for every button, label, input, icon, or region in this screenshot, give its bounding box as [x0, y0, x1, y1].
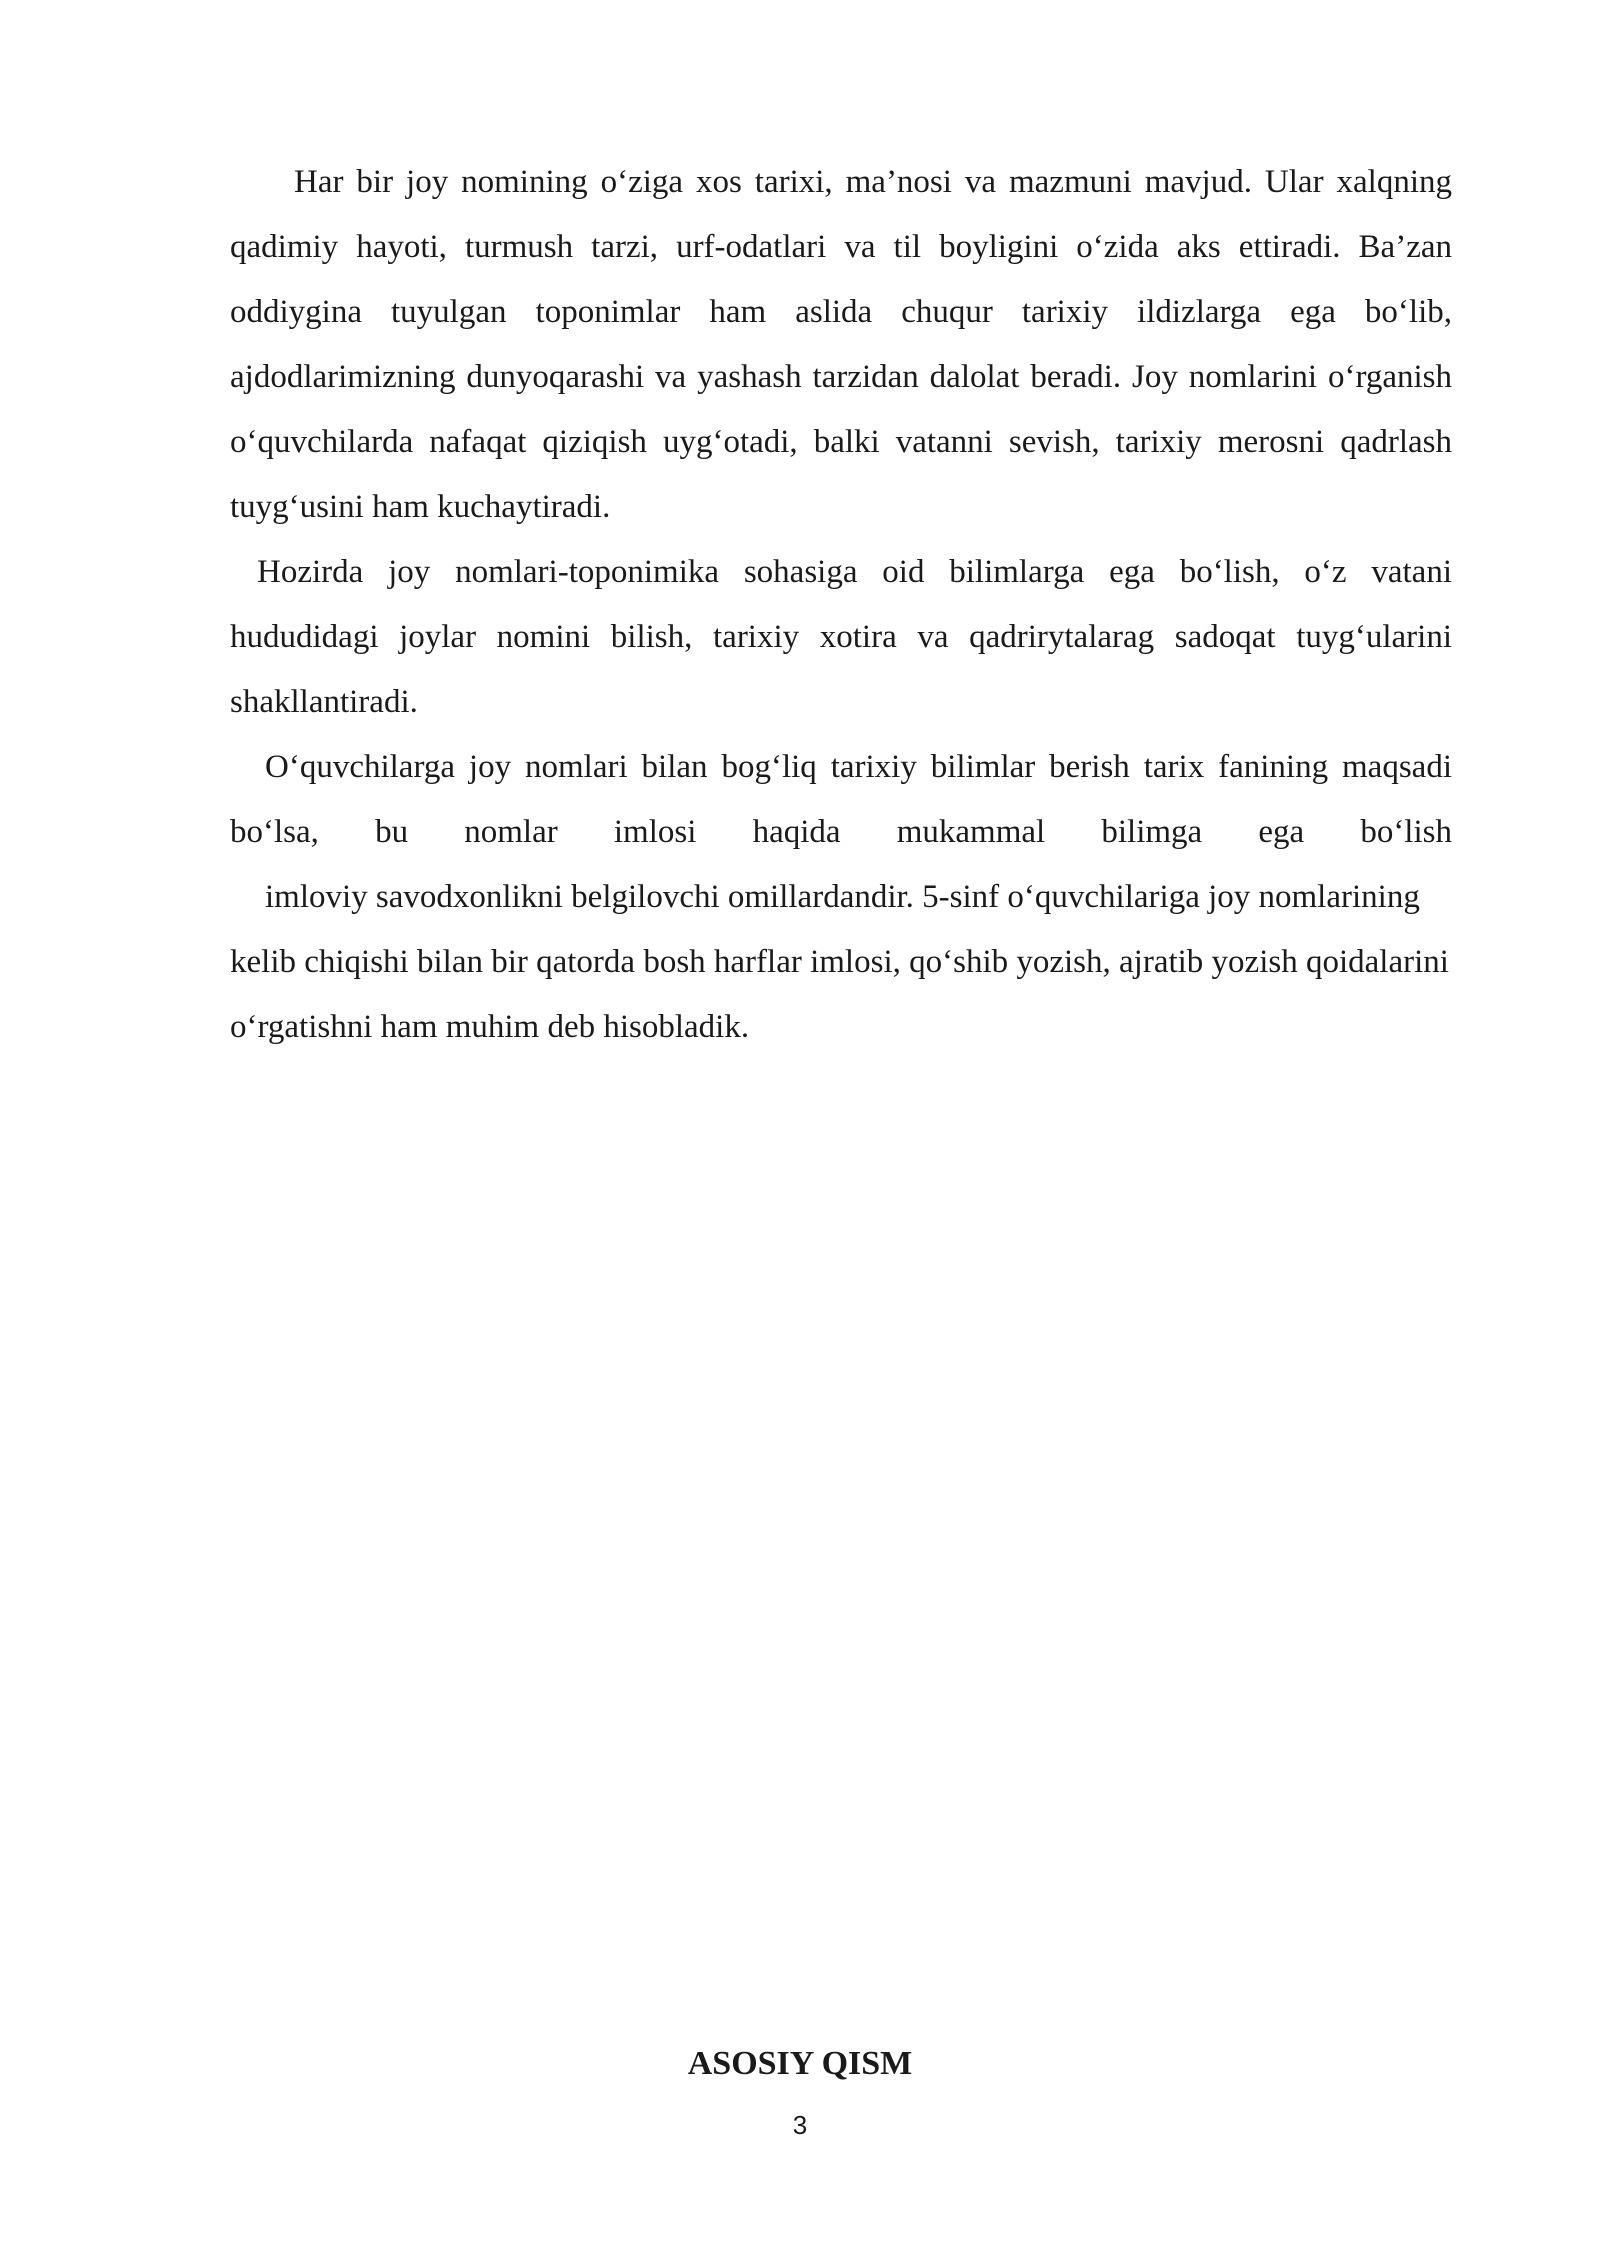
paragraph-2: Hozirda joy nomlari-toponimika sohasiga oid bilimlarga ega bo‘lish, o‘z vatani hududidagi joylar nomini bilish, tarixiy xotira va qadrirytalarag sadoqat tuyg‘ularini shakllantiradi. — [230, 554, 1452, 720]
paragraph-3-line-2: imloviy savodxonlikni belgilovchi omillardandir. 5-sinf o‘quvchilariga joy nomlarining kelib chiqishi bilan bir qatorda bosh harflar imlosi, qo‘shib yozish, ajratib yozish qoidalarini o‘rgatishni ham muhim deb hisobladik. — [230, 879, 1449, 1045]
paragraph-3-line-1: O‘quvchilarga joy nomlari bilan bog‘liq tarixiy bilimlar berish tarix fanining maqsadi bo‘lsa, bu nomlar imlosi haqida mukammal bilimga ega bo‘lish — [230, 749, 1452, 850]
paragraph-3 — [230, 735, 1452, 1060]
page-number: 3 — [792, 2110, 808, 2140]
paragraph-1: Har bir joy nomining o‘ziga xos tarixi, ma’nosi va mazmuni mavjud. Ular xalqning qadimiy hayoti, turmush tarzi, urf-odatlari va til boyligini o‘zida aks ettiradi. Ba’zan oddiygina tuyulgan toponimlar ham aslida chuqur tarixiy ildizlarga ega bo‘lib, ajdodlarimizning dunyoqarashi va yashash tarzidan dalolat beradi. Joy nomlarini o‘rganish o‘quvchilarda nafaqat qiziqish uyg‘otadi, balki vatanni sevish, tarixiy merosni qadrlash tuyg‘usini ham kuchaytiradi. — [230, 164, 1452, 525]
body-text — [230, 150, 1452, 1060]
section-heading: ASOSIY QISM — [687, 2045, 913, 2082]
